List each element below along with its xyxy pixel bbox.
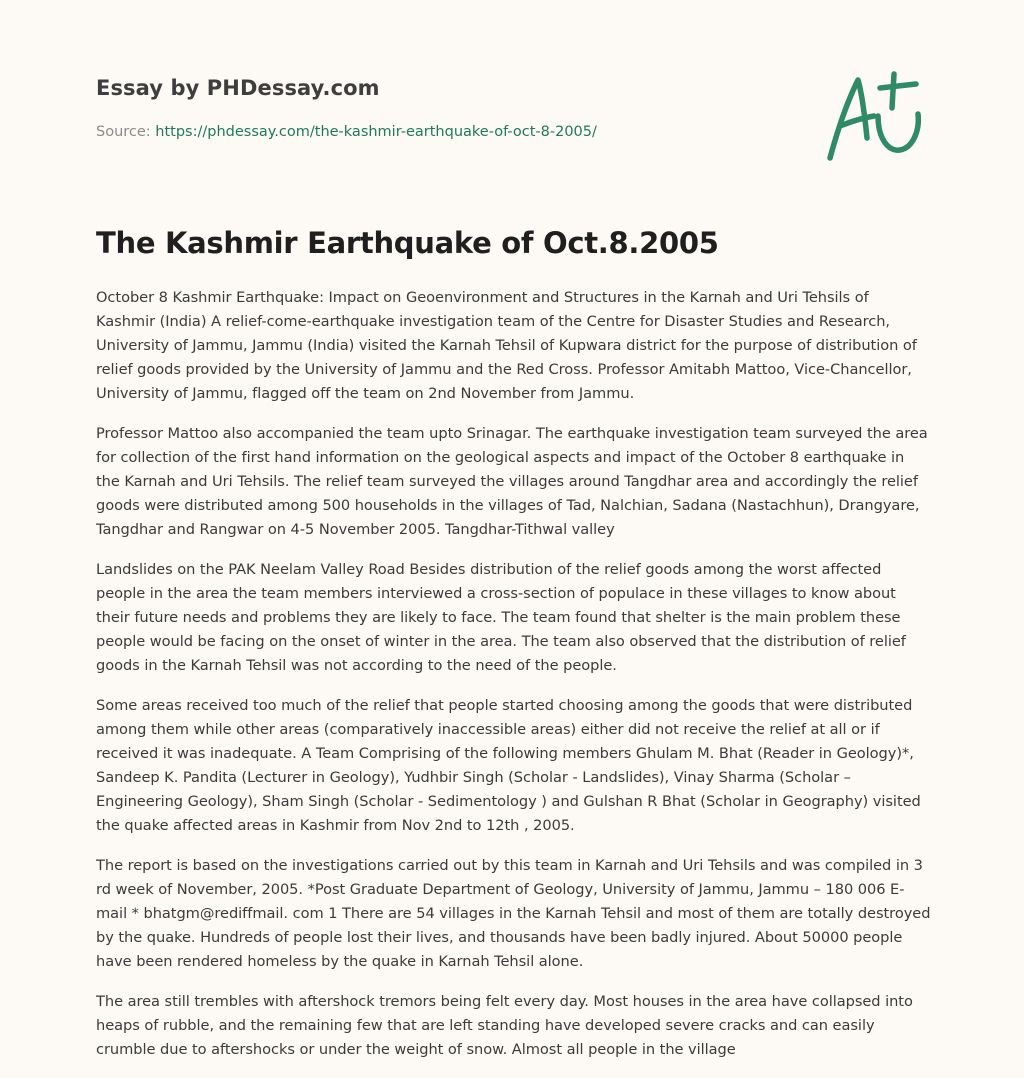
brand-title: Essay by PHDessay.com [96,76,380,100]
source-line [96,124,597,140]
essay-paragraph: Professor Mattoo also accompanied the team upto Srinagar. The earthquake investigation team surveyed the area for collection of the first hand information on the geological aspects and impact of the October 8 earthquake in the Karnah and Uri Tehsils. The relief team surveyed the villages around Tangdhar area and accordingly the relief goods were distributed among 500 households in the villages of Tad, Nalchian, Sadana (Nastachhun), Drangyare, Tangdhar and Rangwar on 4-5 November 2005. Tangdhar-Tithwal valley [96,425,928,538]
essay-paragraph: October 8 Kashmir Earthquake: Impact on Geoenvironment and Structures in the Karnah and Uri Tehsils of Kashmir (India) A relief-come-earthquake investigation team of the Centre for Disaster Studies and Research, University of Jammu, Jammu (India) visited the Karnah Tehsil of Kupwara district for the purpose of distribution of relief goods provided by the University of Jammu and the Red Cross. Professor Amitabh Mattoo, Vice-Chancellor, University of Jammu, flagged off the team on 2nd November from Jammu. [96,289,917,402]
essay-paragraph: Some areas received too much of the relief that people started choosing among the goods that were distributed among them while other areas (comparatively inaccessible areas) either did not receive the relief at all or if received it was inadequate. A Team Comprising of the following members Ghulam M. Bhat (Reader in Geology)*, Sandeep K. Pandita (Lecturer in Geology), Yudhbir Singh (Scholar - Landslides), Vinay Sharma (Scholar – Engineering Geology), Sham Singh (Scholar - Sedimentology ) and Gulshan R Bhat (Scholar in Geography) visited the quake affected areas in Kashmir from Nov 2nd to 12th , 2005. [96,697,921,834]
essay-paragraph: Landslides on the PAK Neelam Valley Road Besides distribution of the relief goods among the worst affected people in the area the team members interviewed a cross-section of populace in these villages to know about their future needs and problems they are likely to face. The team found that shelter is the main problem these people would be facing on the onset of winter in the area. The team also observed that the distribution of relief goods in the Karnah Tehsil was not according to the need of the people. [96,561,906,674]
essay-paragraph: The area still trembles with aftershock tremors being felt every day. Most houses in the area have collapsed into heaps of rubble, and the remaining few that are left standing have developed severe cracks and can easily crumble due to aftershocks or under the weight of snow. Almost all people in the village [96,993,913,1058]
source-link[interactable]: https://phdessay.com/the-kashmir-earthquake-of-oct-8-2005/ [155,124,597,140]
essay-title: The Kashmir Earthquake of Oct.8.2005 [96,226,719,260]
essay-body [96,286,932,1078]
essay-paragraph: The report is based on the investigations carried out by this team in Karnah and Uri Tehsils and was compiled in 3 rd week of November, 2005. *Post Graduate Department of Geology, University of Jammu, Jammu – 180 006 E-mail * bhatgm@rediffmail. com 1 There are 54 villages in the Karnah Tehsil and most of them are totally destroyed by the quake. Hundreds of people lost their lives, and thousands have been badly injured. About 50000 people have been rendered homeless by the quake in Karnah Tehsil alone. [96,857,931,970]
source-label: Source: [96,124,156,140]
site-header [96,76,696,100]
a-plus-grade-icon [820,66,932,166]
